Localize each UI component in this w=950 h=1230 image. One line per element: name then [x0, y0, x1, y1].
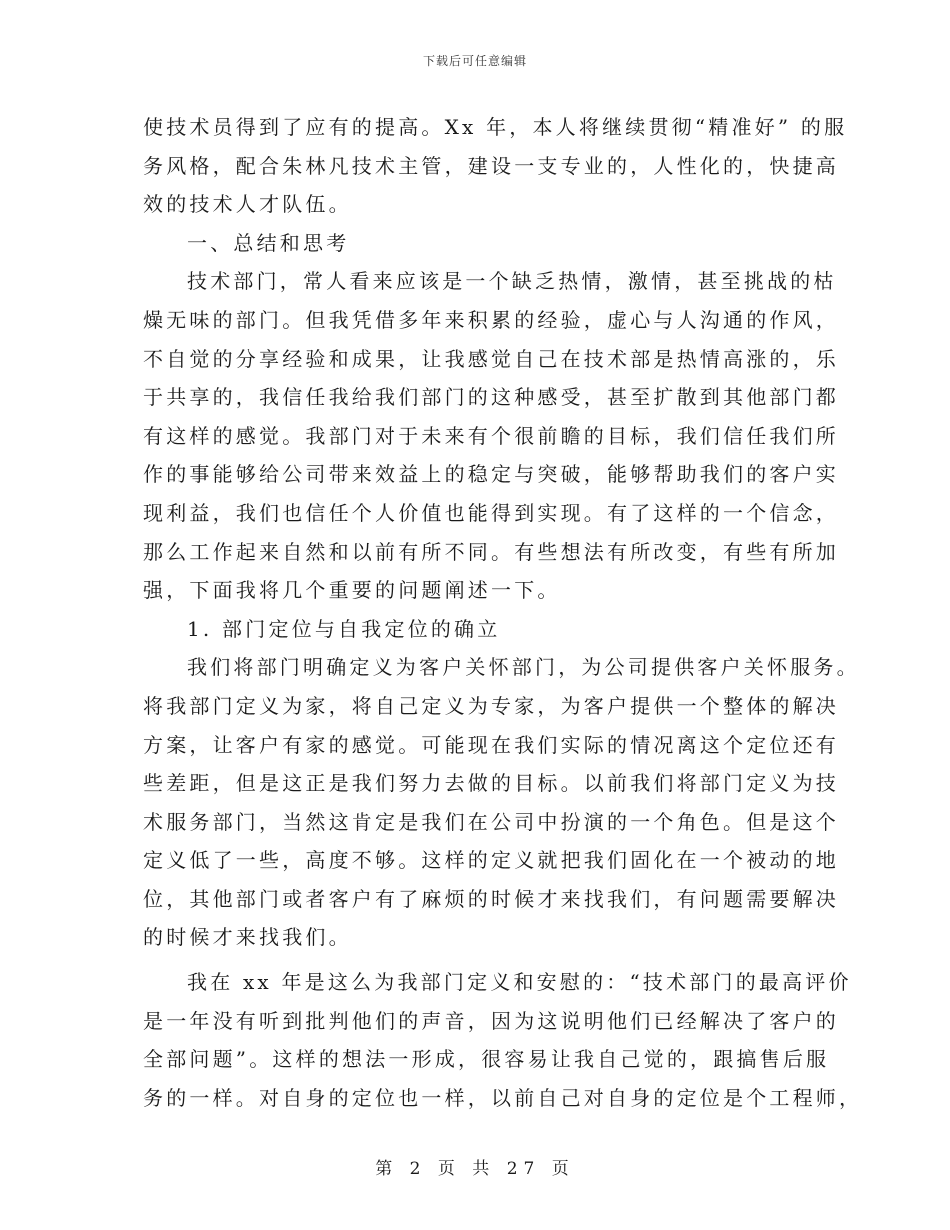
text-line: 将我部门定义为家，将自己定义为专家，为客户提供一个整体的解决 — [143, 693, 839, 718]
text-line: 位，其他部门或者客户有了麻烦的时候才来找我们，有问题需要解决 — [143, 886, 839, 911]
text-line: 效的技术人才队伍。 — [143, 192, 352, 217]
text-line: 现利益，我们也信任个人价值也能得到实现。有了这样的一个信念， — [143, 500, 839, 525]
page-header: 下载后可任意编辑 — [422, 54, 527, 68]
text-line: 使技术员得到了应有的提高。Xx 年，本人将继续贯彻“精准好” 的服 — [143, 115, 848, 139]
document-body — [143, 108, 863, 1117]
text-line: 我们将部门明确定义为客户关怀部门，为公司提供客户关怀服务。 — [187, 655, 860, 680]
text-line: 那么工作起来自然和以前有所不同。有些想法有所改变，有些有所加 — [143, 539, 839, 564]
text-line: 些差距，但是这正是我们努力去做的目标。以前我们将部门定义为技 — [143, 771, 839, 796]
text-line: 是一年没有听到批判他们的声音，因为这说明他们已经解决了客户的 — [143, 1008, 839, 1033]
text-line: 我在 xx 年是这么为我部门定义和安慰的：“技术部门的最高评价 — [187, 970, 852, 995]
text-line: 全部问题”。这样的想法一形成，很容易让我自己觉的，跟搞售后服 — [143, 1047, 830, 1072]
text-line: 于共享的，我信任我给我们部门的这种感受，甚至扩散到其他部门都 — [143, 385, 839, 410]
text-line: 1. 部门定位与自我定位的确立 — [187, 616, 501, 641]
text-line: 务风格，配合朱林凡技术主管，建设一支专业的，人性化的，快捷高 — [143, 153, 839, 178]
text-line: 燥无味的部门。但我凭借多年来积累的经验，虚心与人沟通的作风， — [143, 307, 839, 332]
text-line: 术服务部门，当然这肯定是我们在公司中扮演的一个角色。但是这个 — [143, 809, 839, 834]
text-line: 作的事能够给公司带来效益上的稳定与突破，能够帮助我们的客户实 — [143, 462, 839, 487]
text-line: 有这样的感觉。我部门对于未来有个很前瞻的目标，我们信任我们所 — [143, 423, 839, 448]
text-line: 技术部门，常人看来应该是一个缺乏热情，激情，甚至挑战的枯 — [187, 269, 837, 294]
text-line: 务的一样。对自身的定位也一样，以前自己对自身的定位是个工程师， — [143, 1085, 863, 1110]
page-number-footer: 第 2 页 共 27 页 — [375, 1159, 575, 1179]
text-line: 不自觉的分享经验和成果，让我感觉自己在技术部是热情高涨的，乐 — [143, 346, 839, 371]
text-line: 一、总结和思考 — [187, 230, 350, 255]
text-line: 强，下面我将几个重要的问题阐述一下。 — [143, 578, 561, 603]
text-line: 方案，让客户有家的感觉。可能现在我们实际的情况离这个定位还有 — [143, 732, 839, 757]
text-line: 定义低了一些，高度不够。这样的定义就把我们固化在一个被动的地 — [143, 848, 839, 873]
text-line: 的时候才来找我们。 — [143, 925, 352, 950]
